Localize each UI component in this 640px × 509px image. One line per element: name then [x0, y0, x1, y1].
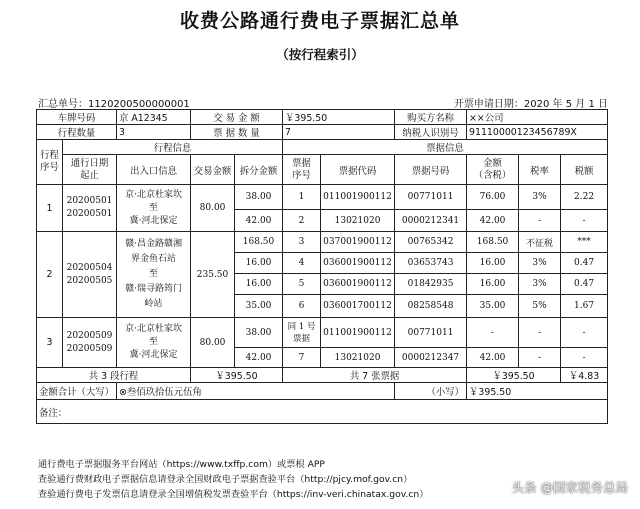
- invoice-code: 011001900112: [321, 185, 395, 210]
- amount-small-value: ￥395.50: [467, 383, 608, 400]
- invoice-code: 036001900112: [321, 274, 395, 295]
- trip-dates: 20200509 20200509: [63, 318, 117, 368]
- split-amount: 42.00: [235, 348, 283, 368]
- trip-dates: 20200504 20200505: [63, 232, 117, 318]
- invoice-tax: ***: [561, 232, 608, 253]
- invoice-seq: 2: [283, 210, 321, 232]
- split-amount: 35.00: [235, 295, 283, 318]
- split-amount: 38.00: [235, 318, 283, 348]
- invoice-rate: 3%: [519, 185, 561, 210]
- invoice-rate: -: [519, 210, 561, 232]
- invoice-rate: -: [519, 348, 561, 368]
- trip-trade-amount: 235.50: [191, 232, 235, 318]
- invoice-amount: 42.00: [467, 348, 519, 368]
- invoice-code: 13021020: [321, 210, 395, 232]
- footer-line-service: 通行费电子票据服务平台网站（https://www.txffp.com）或票根 APP: [38, 459, 325, 470]
- invoice-tax: 1.67: [561, 295, 608, 318]
- invoice-amount: 16.00: [467, 274, 519, 295]
- col-amount-taxed: 金额 （含税）: [467, 155, 519, 185]
- split-amount: 16.00: [235, 274, 283, 295]
- invoice-rate: 3%: [519, 253, 561, 274]
- invoice-amount: 16.00: [467, 253, 519, 274]
- invoice-code: 011001900112: [321, 318, 395, 348]
- total-tax: ￥4.83: [561, 368, 608, 383]
- invoice-rate: 3%: [519, 274, 561, 295]
- invoice-seq: 6: [283, 295, 321, 318]
- count-label: 票 据 数 量: [191, 125, 283, 140]
- invoice-tax: -: [561, 318, 608, 348]
- document-title: 收费公路通行费电子票据汇总单: [179, 10, 460, 32]
- section-trip-info: 行程信息: [63, 140, 283, 155]
- trip-number: 1: [37, 185, 63, 232]
- split-amount: 168.50: [235, 232, 283, 253]
- amount-label: 交 易 金 额: [191, 110, 283, 125]
- total-trips: 共 3 段行程: [37, 368, 191, 383]
- split-amount: 38.00: [235, 185, 283, 210]
- issue-date: 开票申请日期：2020 年 5 月 1 日: [453, 99, 608, 110]
- table-row: [37, 185, 608, 210]
- section-invoice-info: 票据信息: [283, 140, 608, 155]
- invoice-number: 01842935: [395, 274, 467, 295]
- split-amount: 16.00: [235, 253, 283, 274]
- footer-line-fiscal-check: 查验通行费财政电子票据信息请登录全国财政电子票据查验平台（http://pjcy.mof.gov.cn）: [38, 474, 413, 485]
- summary-table: [36, 109, 608, 424]
- invoice-rate: 不征税: [519, 232, 561, 253]
- footer-line-vat-check: 查验通行费电子发票信息请登录全国增值税发票查验平台（https://inv-veri.chinatax.gov.cn）: [38, 489, 429, 500]
- trips-value: 3: [117, 125, 191, 140]
- plate-label: 车牌号码: [37, 110, 117, 125]
- col-invoice-number: 票据号码: [395, 155, 467, 185]
- remarks-row: [37, 400, 608, 424]
- invoice-amount: 42.00: [467, 210, 519, 232]
- invoice-code: 036001700112: [321, 295, 395, 318]
- col-invoice-seq: 票据 序号: [283, 155, 321, 185]
- invoice-number: 08258548: [395, 295, 467, 318]
- col-split-amount: 拆分金额: [235, 155, 283, 185]
- invoice-number: 03653743: [395, 253, 467, 274]
- buyer-value: ××公司: [467, 110, 608, 125]
- buyer-label: 购买方名称: [395, 110, 467, 125]
- invoice-seq: 同 1 号票据: [283, 318, 321, 348]
- invoice-tax: 0.47: [561, 274, 608, 295]
- plate-value: 京 A12345: [117, 110, 191, 125]
- total-amount: ￥395.50: [467, 368, 561, 383]
- col-trade-amount: 交易金额: [191, 155, 235, 185]
- trip-route: 京·北京杜家坎 至 冀·河北保定: [117, 185, 191, 232]
- split-amount: 42.00: [235, 210, 283, 232]
- amount-value: ￥395.50: [283, 110, 395, 125]
- invoice-tax: -: [561, 348, 608, 368]
- trip-trade-amount: 80.00: [191, 318, 235, 368]
- invoice-rate: -: [519, 318, 561, 348]
- tax-id-label: 纳税人识别号: [395, 125, 467, 140]
- col-invoice-code: 票据代码: [321, 155, 395, 185]
- trip-route: 赣·昌金路赣湘 界金鱼石站 至 赣·瑞寻路筠门 岭站: [117, 232, 191, 318]
- invoice-tax: 0.47: [561, 253, 608, 274]
- table-row: [37, 318, 608, 348]
- invoice-rate: 5%: [519, 295, 561, 318]
- trip-trade-amount: 80.00: [191, 185, 235, 232]
- invoice-seq: 3: [283, 232, 321, 253]
- invoice-number: 00765342: [395, 232, 467, 253]
- document-subtitle: （按行程索引）: [276, 47, 364, 62]
- remarks-label: 备注：: [37, 400, 608, 424]
- invoice-seq: 7: [283, 348, 321, 368]
- invoice-number: 0000212347: [395, 348, 467, 368]
- invoice-tax: -: [561, 210, 608, 232]
- invoice-amount: 168.50: [467, 232, 519, 253]
- col-trip-no: 行程 序号: [37, 140, 63, 185]
- invoice-tax: 2.22: [561, 185, 608, 210]
- trip-dates: 20200501 20200501: [63, 185, 117, 232]
- count-value: 7: [283, 125, 395, 140]
- amount-words-value: ⊗叁佰玖拾伍元伍角: [117, 383, 395, 400]
- invoice-amount: -: [467, 318, 519, 348]
- trips-label: 行程数量: [37, 125, 117, 140]
- summary-number: 汇总单号：1120200500000001: [38, 99, 190, 110]
- col-entry-exit: 出入口信息: [117, 155, 191, 185]
- invoice-number: 00771011: [395, 318, 467, 348]
- col-trip-date: 通行日期 起止: [63, 155, 117, 185]
- invoice-code: 037001900112: [321, 232, 395, 253]
- amount-words-row: [37, 383, 608, 400]
- totals-row: [37, 368, 608, 383]
- amount-words-label: 金额合计（大写）: [37, 383, 117, 400]
- trip-number: 3: [37, 318, 63, 368]
- invoice-seq: 4: [283, 253, 321, 274]
- invoice-seq: 5: [283, 274, 321, 295]
- col-tax-rate: 税率: [519, 155, 561, 185]
- col-tax: 税额: [561, 155, 608, 185]
- invoice-amount: 76.00: [467, 185, 519, 210]
- invoice-code: 036001900112: [321, 253, 395, 274]
- invoice-number: 0000212341: [395, 210, 467, 232]
- table-row: [37, 232, 608, 253]
- amount-small-label: （小写）: [395, 383, 467, 400]
- tax-id-value: 91110000123456789X: [467, 125, 608, 140]
- invoice-seq: 1: [283, 185, 321, 210]
- invoice-amount: 35.00: [467, 295, 519, 318]
- invoice-number: 00771011: [395, 185, 467, 210]
- trip-route: 京·北京杜家坎 至 冀·河北保定: [117, 318, 191, 368]
- total-invoices: 共 7 张票据: [283, 368, 467, 383]
- total-trade: ￥395.50: [191, 368, 283, 383]
- trip-number: 2: [37, 232, 63, 318]
- invoice-code: 13021020: [321, 348, 395, 368]
- watermark: 头条 @国家税务总局: [511, 480, 628, 495]
